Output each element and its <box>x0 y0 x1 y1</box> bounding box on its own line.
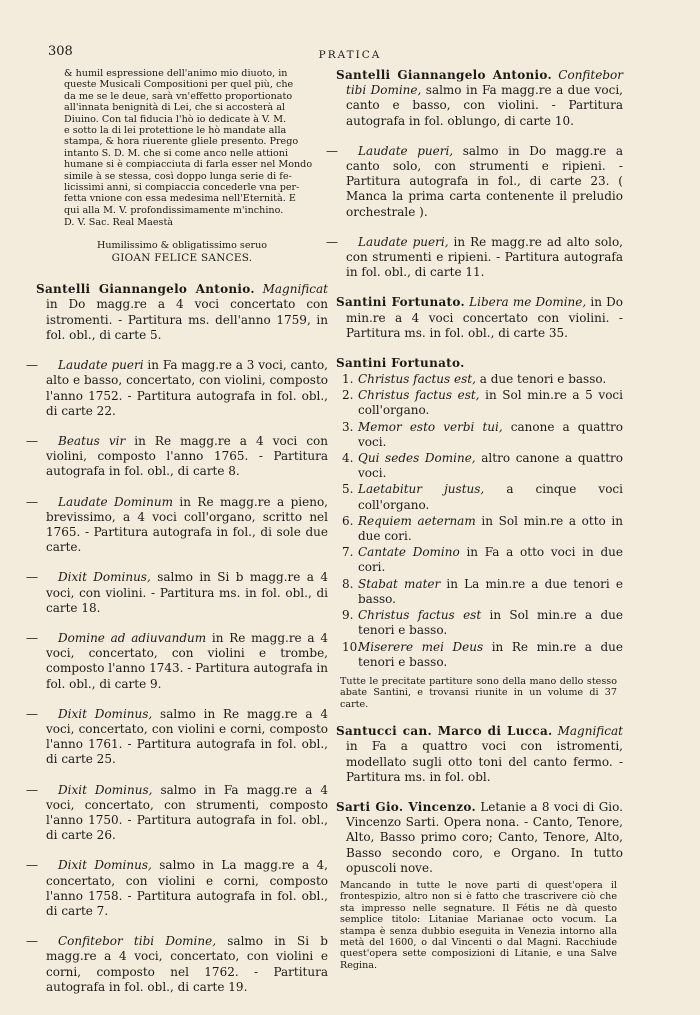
dedication-line: fetta vnione con essa medesima nell'Eternità. E <box>64 193 296 205</box>
catalog-entry <box>336 68 623 129</box>
ditto-dash: — <box>26 858 38 873</box>
entry-description: in Re magg.re a pieno, brevissimo, a 4 voci coll'organo, scritto nel 1765. - Partitura autografa in fol., di sole due carte. <box>46 494 328 555</box>
santini-works-list <box>336 372 623 670</box>
composer-name: Santelli Giannangelo Antonio. <box>336 68 552 82</box>
entry-description: salmo in Si b magg.re a 4 voci, concertato, con violini e corni, composto nel 1762. - Partitura autografa in fol. obl., di carte 19. <box>46 934 328 994</box>
list-item <box>336 388 623 418</box>
sarti-note: Mancando in tutte le nove parti di quest'opera il frontespizio, altro non si è fatto che trascrivere ciò che sta impresso nelle segnature. Il Fétis ne dà questo semplice titolo: Litaniae Marianae octo vocum. La stampa è senza dubbio eseguita in Venezia intorno alla metà del 1600, o dal Vincenti o dal Magni. Racchiude quest'opera sette composizioni di Litanie, e una Salve Regina. <box>340 879 617 971</box>
catalog-entry <box>26 858 328 919</box>
work-title: Domine ad adiuvandum <box>58 630 207 645</box>
composer-name: Sarti Gio. Vincenzo. <box>336 799 476 814</box>
list-item <box>336 420 623 450</box>
work-title: Dixit Dominus, <box>58 570 151 585</box>
work-title: Confitebor tibi Domine, <box>58 934 217 949</box>
entry-description: in Do magg.re a 4 voci concertato con istromenti. - Partitura ms. dell'anno 1759, in fol. obl., di carte 5. <box>46 297 328 342</box>
entry-description: salmo in Fa magg.re a 4 voci, concertato, con strumenti, composto l'anno 1750. - Partitura autografa in fol. obl., di carte 26. <box>46 782 328 843</box>
entry-description: altro canone a quattro voci. <box>358 451 623 481</box>
list-item <box>336 514 623 544</box>
entry-description: salmo in Fa magg.re a due voci, canto e basso, con violini. - Partitura autografa in fol. oblungo, di carte 10. <box>346 83 623 128</box>
dedication-line: & humil espressione dell'animo mio diuoto, in <box>64 68 288 79</box>
dedication-line: Diuino. Con tal fiducia l'hò io dedicate à V. M. <box>64 113 287 125</box>
catalog-entry <box>36 282 328 343</box>
work-title: Christus factus est, <box>358 388 480 403</box>
entry-description: in Sol min.re a due tenori e basso. <box>358 608 623 638</box>
right-column <box>326 68 623 971</box>
dedication-text <box>36 68 328 216</box>
left-column <box>26 68 328 1010</box>
list-item <box>336 451 623 481</box>
ditto-dash: — <box>326 234 338 249</box>
work-title: Christus factus est <box>358 608 482 623</box>
dedication-line: stampa, & hora riuerente gliele presento. Prego <box>64 136 299 148</box>
list-item <box>336 372 623 387</box>
work-title: Miserere mei Deus <box>358 639 484 654</box>
work-title: Memor esto verbi tui, <box>358 419 503 434</box>
item-number: 8. <box>342 576 354 591</box>
list-item <box>336 482 623 512</box>
work-title: Magnificat <box>262 282 328 297</box>
catalog-entry <box>26 494 328 556</box>
entry-description: salmo in Si b magg.re a 4 voci, con violini. - Partitura ms. in fol. obl., di carte 18. <box>46 570 328 615</box>
work-title: Stabat mater <box>358 576 441 591</box>
dedication-line: humane si è compiacciuta di farla esser nel Mondo <box>64 159 313 171</box>
entry-description: in Fa magg.re a 3 voci, canto, alto e basso, concertato, con violini, composto l'anno 1752. - Partitura autografa in fol. obl., di carte 22. <box>46 358 328 418</box>
ditto-dash: — <box>26 782 38 797</box>
catalog-entry <box>26 570 328 616</box>
work-title: Laudate pueri <box>58 358 144 373</box>
item-number: 5. <box>342 482 354 497</box>
composer-name: Santucci can. Marco di Lucca. <box>336 724 553 739</box>
catalog-entry <box>26 358 328 419</box>
ditto-dash: — <box>26 358 38 373</box>
entry-description: salmo in La magg.re a 4, concertato, con violini e corni, composto l'anno 1758. - Partitura autografa in fol. obl., di carte 7. <box>46 858 328 918</box>
ditto-dash: — <box>26 494 38 509</box>
item-number: 4. <box>342 451 354 466</box>
work-title: Dixit Dominus, <box>58 782 153 797</box>
catalog-entry <box>26 934 328 995</box>
catalog-entry <box>326 143 623 220</box>
ditto-dash: — <box>326 143 338 158</box>
work-title: Magnificat <box>557 724 623 739</box>
entry-description: Letanie a 8 voci di Gio. Vincenzo Sarti. Opera nona. - Canto, Tenore, Alto, Basso primo coro; Canto, Tenore, Alto, Basso secondo coro, e Organo. In tutto opuscoli nove. <box>346 799 623 875</box>
author-signature: GIOAN FELICE SANCES. <box>111 252 253 265</box>
work-title: Laudate pueri, <box>358 234 449 249</box>
item-number: 9. <box>342 608 354 623</box>
dedication-line: e sotto la di lei protettione le hò mandate alla <box>64 125 287 137</box>
list-item <box>336 608 623 638</box>
ditto-dash: — <box>26 433 38 448</box>
entry-description: in La min.re a due tenori e basso. <box>358 576 623 606</box>
entry-description: in Re min.re a due tenori e basso. <box>358 639 623 669</box>
list-item <box>336 640 623 670</box>
dedication-line: licissimi anni, si compiaccia concederle vna per- <box>64 182 300 194</box>
entry-description: salmo in Do magg.re a canto solo, con strumenti e ripieni. - Partitura autografa in fol., di carte 23. ( Manca la prima carta contenente il preludio orchestrale ). <box>346 143 623 219</box>
entry-description: in Fa a otto voci in due cori. <box>358 545 623 575</box>
dedication-sign: D. V. Sac. Real Maestà <box>64 217 174 229</box>
entry-description: canone a quattro voci. <box>358 419 623 449</box>
work-title: Dixit Dominus, <box>58 858 152 873</box>
ditto-dash: — <box>26 706 38 721</box>
composer-name: Santini Fortunato. <box>336 295 465 310</box>
dedication-line: da me se le deue, sarà vn'effetto proportionato <box>64 90 293 102</box>
dedication-line: simile à se stessa, così doppo lunga serie di fe- <box>64 170 292 182</box>
item-number: 7. <box>342 545 354 560</box>
dedication-line: qui alla M. V. profondissimamente m'inchino. <box>64 204 284 216</box>
ditto-dash: — <box>26 630 38 645</box>
entry-description: in Do min.re a 4 voci concertato con violini. - Partitura ms. in fol. obl., di carte 35. <box>346 295 623 340</box>
work-title: Requiem aeternam <box>358 513 476 528</box>
work-title: Christus factus est, <box>358 372 476 387</box>
ditto-dash: — <box>26 934 38 949</box>
ditto-dash: — <box>26 570 38 585</box>
entry-description: a cinque voci coll'organo. <box>358 482 623 512</box>
entry-description: in Sol min.re a 5 voci coll'organo. <box>358 388 623 418</box>
catalog-entry <box>336 295 623 341</box>
entry-description: in Fa a quattro voci con istromenti, modellato sugli otto toni del canto fermo. - Partitura ms. in fol. obl. <box>346 739 623 784</box>
santini-note: Tutte le precitate partiture sono della mano dello stesso abate Santini, e trovansi riunite in un volume di 37 carte. <box>340 675 617 710</box>
entry-description: salmo in Re magg.re a 4 voci, concertato, con violini e corni, composto l'anno 1761. - Partitura autografa in fol. obl., di carte 25. <box>46 706 328 767</box>
item-number: 10. <box>342 639 362 654</box>
work-title: Libera me Domine, <box>469 295 587 310</box>
entry-description: in Re magg.re a 4 voci con violini, composto l'anno 1765. - Partitura autografa in fol. obl., di carte 8. <box>46 433 328 479</box>
list-item <box>336 545 623 575</box>
work-title: Qui sedes Domine, <box>358 451 476 466</box>
work-title: Laudate Dominum <box>58 494 173 509</box>
item-number: 6. <box>342 513 354 528</box>
page-number: 308 <box>48 44 73 59</box>
composer-heading: Santini Fortunato. <box>336 356 465 371</box>
dedication-line: all'innata benignità di Lei, che si accosterà al <box>64 102 285 114</box>
running-title: PRATICA <box>318 49 382 61</box>
dedication-line: intanto S. D. M. che si come anco nelle attioni <box>64 147 289 159</box>
composer-name: Santelli Giannangelo Antonio. <box>36 282 255 297</box>
catalog-entry <box>26 706 328 768</box>
dedication-line: queste Musicali Compositioni per quel più, che <box>64 79 294 91</box>
item-number: 1. <box>342 372 354 387</box>
catalog-entry <box>26 433 328 480</box>
closing-formula: Humilissimo & obligatissimo seruo <box>96 240 268 252</box>
catalog-entry <box>26 782 328 844</box>
work-title: Laetabitur justus, <box>358 482 485 497</box>
item-number: 3. <box>342 419 354 434</box>
work-title: Laudate pueri, <box>358 143 454 158</box>
entry-description: a due tenori e basso. <box>479 372 607 387</box>
catalog-entry <box>326 234 623 281</box>
item-number: 2. <box>342 388 354 403</box>
work-title: Dixit Dominus, <box>58 706 153 721</box>
entry-description: in Re magg.re ad alto solo, con strumenti e ripieni. - Partitura autografa in fol. obl., di carte 11. <box>346 234 623 280</box>
work-title: Confitebor tibi Domine, <box>346 68 623 98</box>
catalog-entry <box>336 800 623 876</box>
work-title: Beatus vir <box>58 433 126 448</box>
list-item <box>336 577 623 607</box>
catalog-entry <box>336 724 623 785</box>
catalog-entry <box>26 630 328 692</box>
entry-description: in Re magg.re a 4 voci, concertato, con violini e trombe, composto l'anno 1743. - Partitura autografa in fol. obl., di carte 9. <box>46 630 328 691</box>
entry-description: in Sol min.re a otto in due cori. <box>358 513 623 544</box>
work-title: Cantate Domino <box>358 545 460 560</box>
